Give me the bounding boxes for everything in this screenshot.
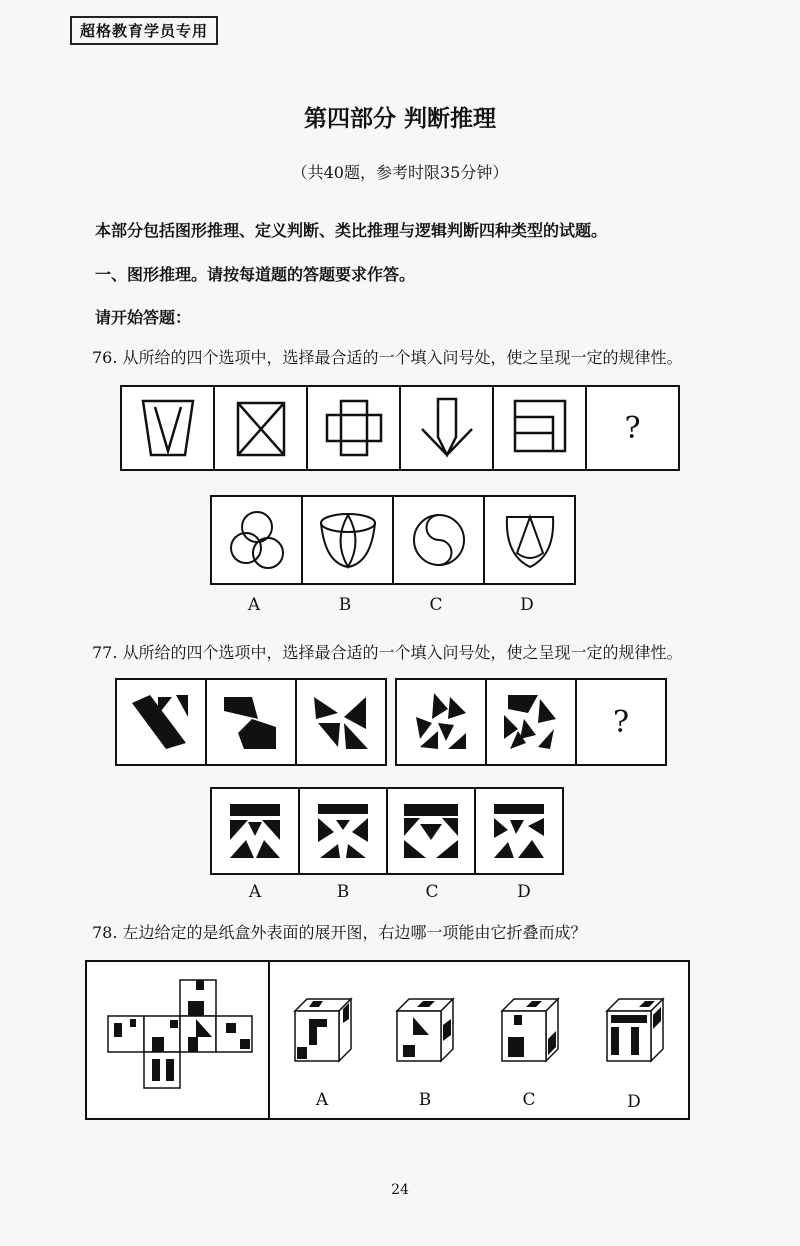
black-tiles-figure <box>218 689 284 755</box>
q77-option-c[interactable] <box>386 787 476 875</box>
cross-squares-figure <box>319 393 389 463</box>
black-tiles-figure <box>498 689 564 755</box>
q78-label-c: C <box>522 1090 536 1110</box>
q78-option-d[interactable] <box>605 995 667 1065</box>
three-circles-figure <box>222 505 292 575</box>
q77-option-d[interactable] <box>474 787 564 875</box>
q77-figure-4 <box>395 678 487 766</box>
black-tiles-figure <box>224 800 286 862</box>
q77-option-a[interactable] <box>210 787 300 875</box>
q76-figure-2 <box>213 385 308 471</box>
section-subtitle: （共40题，参考时限35分钟） <box>291 163 509 182</box>
start-instruction: 请开始答题： <box>95 308 192 327</box>
q77-figure-3 <box>295 678 387 766</box>
q76-label-a: A <box>247 595 261 615</box>
q76-options <box>210 495 576 585</box>
q78-label-b: B <box>418 1090 432 1110</box>
q77-text: 77. 从所给的四个选项中，选择最合适的一个填入问号处，使之呈现一定的规律性。 <box>92 643 683 662</box>
black-tiles-figure <box>400 800 462 862</box>
q77-figure-2 <box>205 678 297 766</box>
q76-option-b[interactable] <box>301 495 394 585</box>
q77-figure-1 <box>115 678 207 766</box>
q76-option-c[interactable] <box>392 495 485 585</box>
paper-box-net-figure <box>100 975 260 1100</box>
q78-label-d: D <box>627 1092 641 1112</box>
q76-question-cell <box>585 385 680 471</box>
arrow-down-figure <box>412 393 482 463</box>
q77-option-b[interactable] <box>298 787 388 875</box>
q78-label-a: A <box>315 1090 329 1110</box>
black-tiles-figure <box>408 689 474 755</box>
q77-question-cell <box>575 678 667 766</box>
cube-figure <box>395 995 457 1065</box>
yin-yang-figure <box>404 505 474 575</box>
section-title: 第四部分 判断推理 <box>303 106 496 132</box>
q77-options <box>210 787 564 875</box>
q77-label-c: C <box>425 882 439 902</box>
page-number: 24 <box>391 1182 409 1198</box>
q78-option-c[interactable] <box>500 995 562 1065</box>
q77-sequence-left <box>115 678 387 766</box>
q77-label-b: B <box>336 882 350 902</box>
q76-figure-1 <box>120 385 215 471</box>
q76-figure-4 <box>399 385 494 471</box>
q78-option-b[interactable] <box>395 995 457 1065</box>
section-intro: 本部分包括图形推理、定义判断、类比推理与逻辑判断四种类型的试题。 <box>95 221 608 240</box>
q76-label-b: B <box>338 595 352 615</box>
q78-divider <box>268 960 270 1120</box>
part-heading: 一、图形推理。请按每道题的答题要求作答。 <box>95 265 416 284</box>
q76-figure-5 <box>492 385 587 471</box>
trapezoid-v-figure <box>133 393 203 463</box>
q76-figure-3 <box>306 385 401 471</box>
black-tiles-figure <box>488 800 550 862</box>
shield-cone-figure <box>495 505 565 575</box>
q76-sequence <box>120 385 680 471</box>
student-use-stamp: 超格教育学员专用 <box>70 16 218 45</box>
black-tiles-figure <box>128 689 194 755</box>
q76-text: 76. 从所给的四个选项中，选择最合适的一个填入问号处，使之呈现一定的规律性。 <box>92 348 683 367</box>
nested-squares-figure <box>505 393 575 463</box>
bowl-figure <box>313 505 383 575</box>
question-mark: ? <box>612 704 630 740</box>
q78-option-a[interactable] <box>293 995 355 1065</box>
black-tiles-figure <box>312 800 374 862</box>
q76-label-c: C <box>429 595 443 615</box>
cube-figure <box>605 995 667 1065</box>
q77-sequence-right <box>395 678 667 766</box>
q78-text: 78. 左边给定的是纸盒外表面的展开图，右边哪一项能由它折叠而成？ <box>92 923 587 942</box>
hourglass-square-figure <box>226 393 296 463</box>
q76-label-d: D <box>520 595 534 615</box>
q77-label-d: D <box>517 882 531 902</box>
cube-figure <box>293 995 355 1065</box>
black-tiles-figure <box>308 689 374 755</box>
q76-option-a[interactable] <box>210 495 303 585</box>
cube-figure <box>500 995 562 1065</box>
q78-box-net <box>100 975 260 1100</box>
q77-label-a: A <box>248 882 262 902</box>
q76-option-d[interactable] <box>483 495 576 585</box>
q77-figure-5 <box>485 678 577 766</box>
question-mark: ? <box>624 410 641 446</box>
